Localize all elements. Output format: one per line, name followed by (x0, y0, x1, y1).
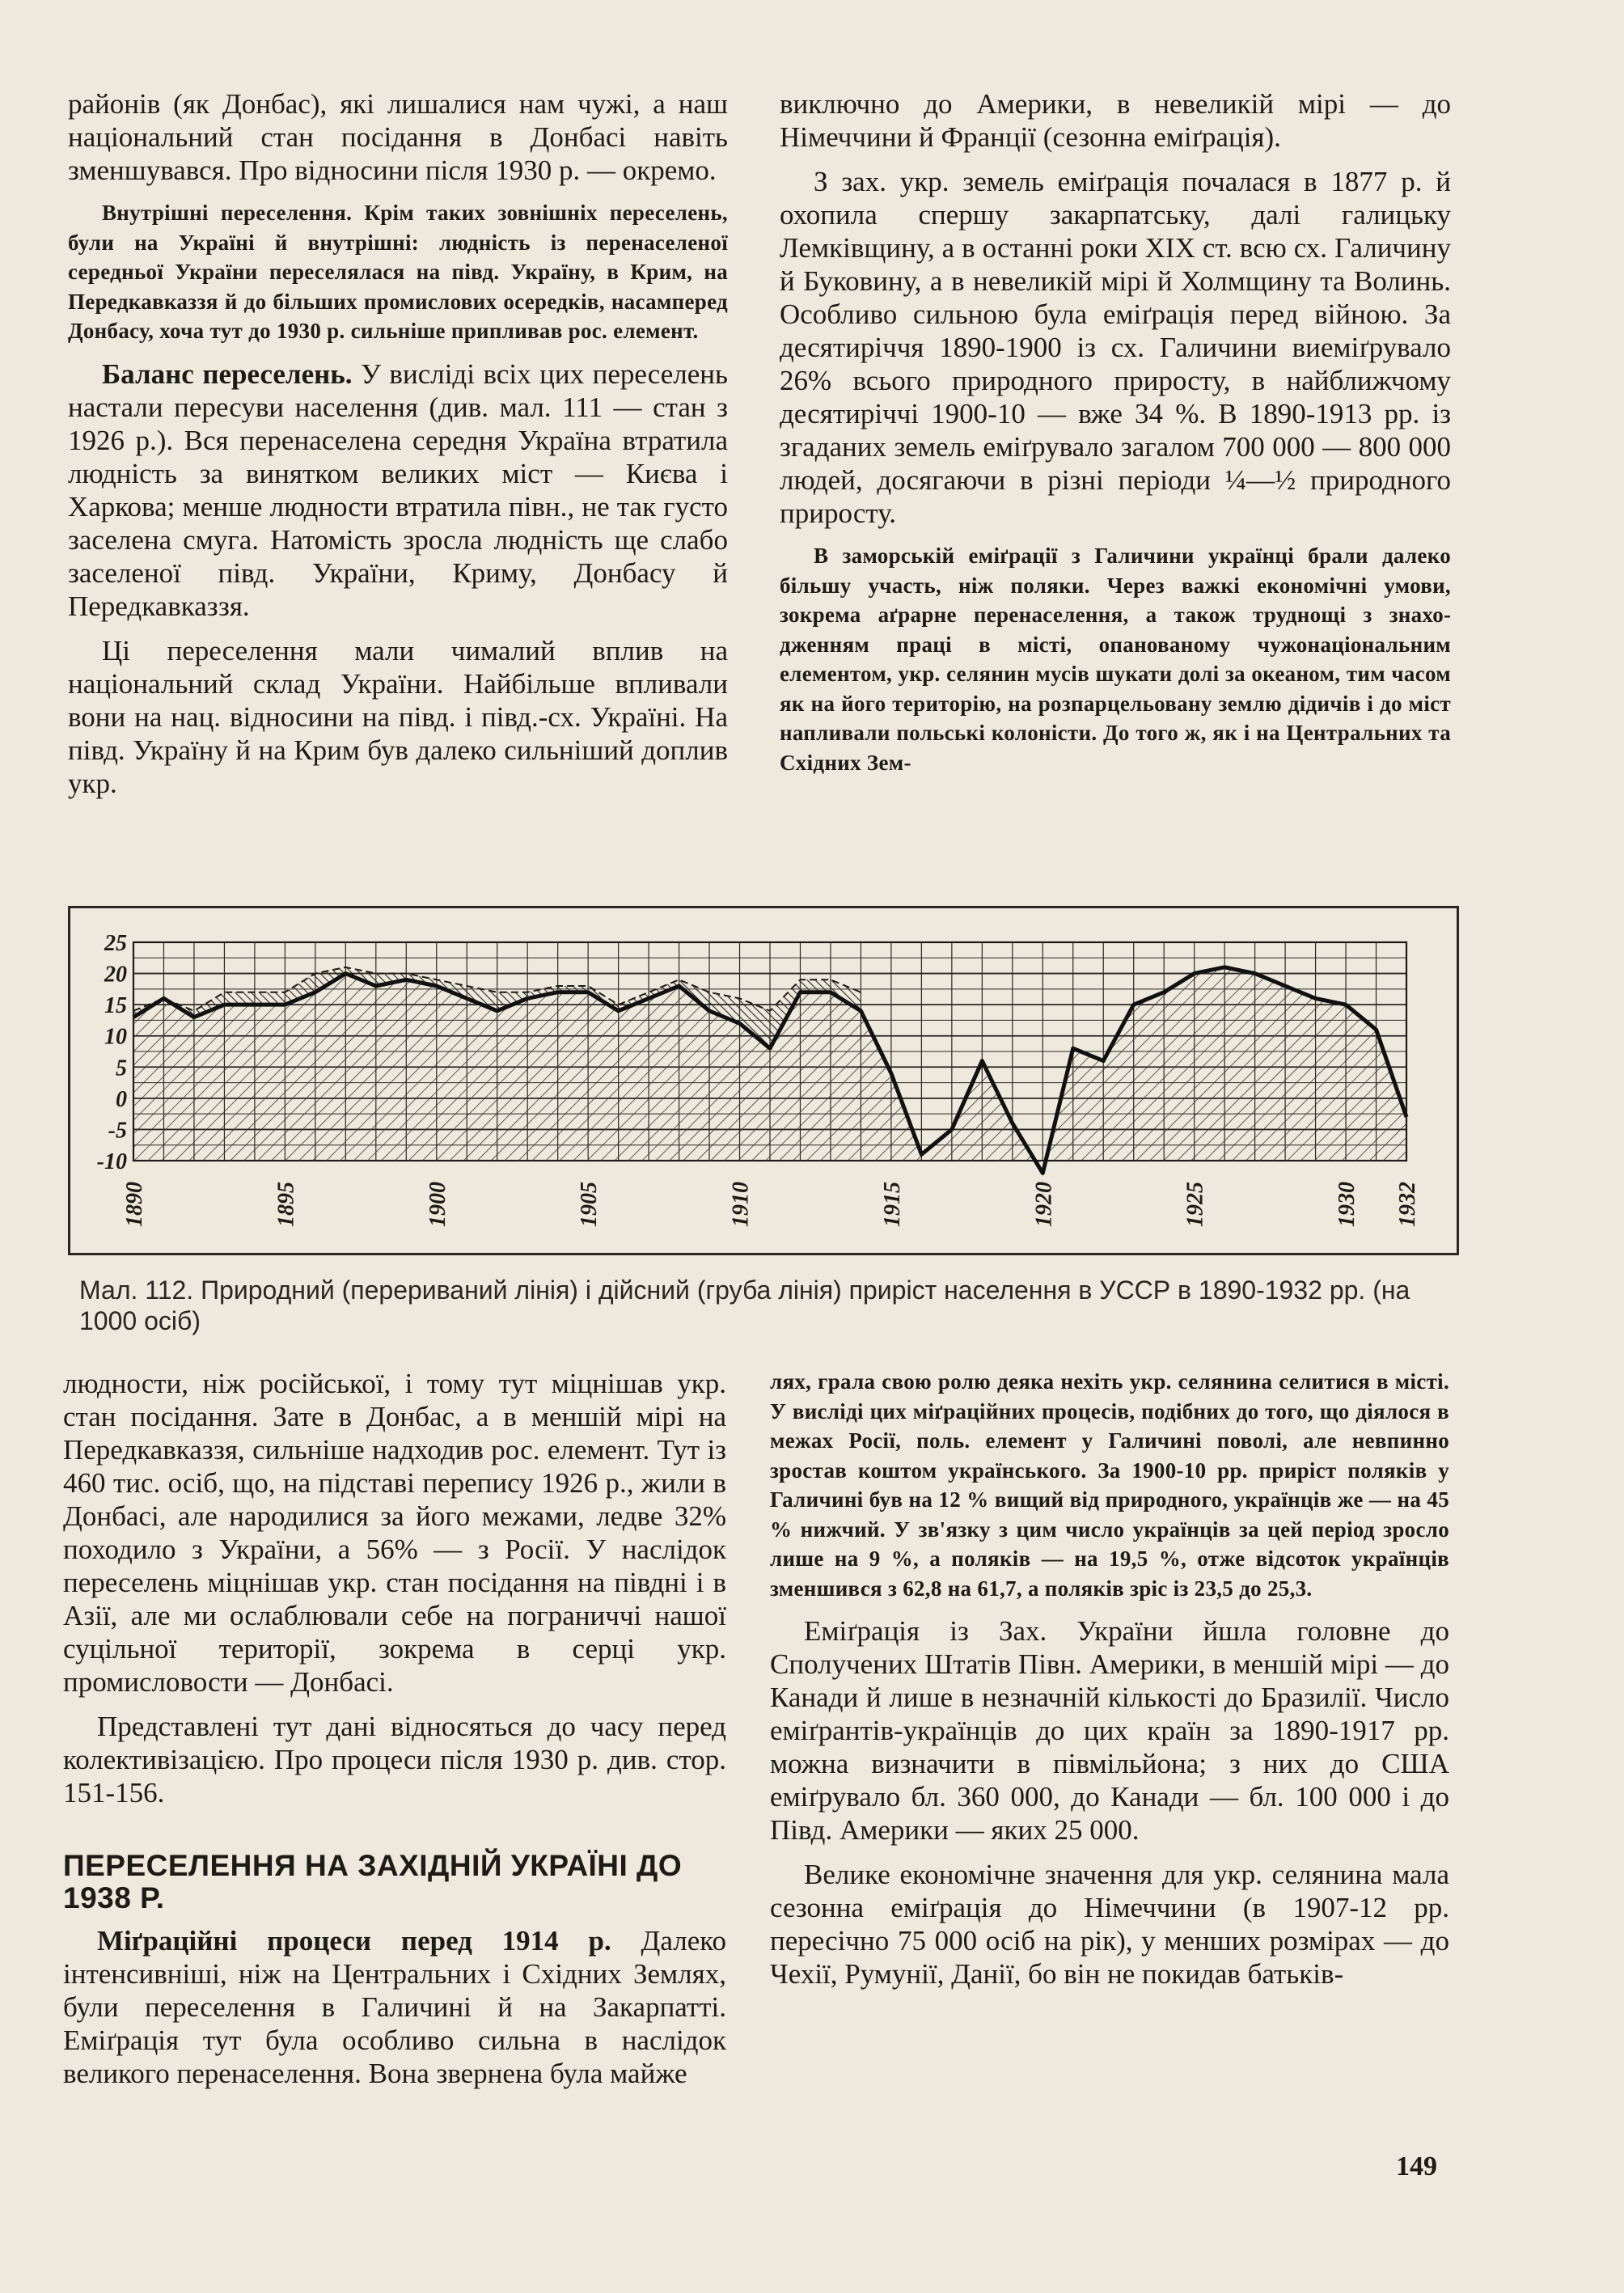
paragraph: районів (як Донбас), які лишалися нам чужі, а наш національний стан посідання в Донбасі навіть зменшувався. Про відносини після 1930 р. — окремо. (68, 88, 728, 186)
y-axis-ticks (97, 931, 127, 1174)
y-tick-label: -10 (96, 1149, 127, 1174)
figure-112 (68, 906, 1459, 1255)
paragraph-migration-balance (68, 357, 728, 623)
y-tick-label: 5 (116, 1056, 127, 1081)
paragraph: виключно до Америки, в невеликій мірі — до Німеччини й Франції (сезонна еміґрація). (780, 88, 1451, 153)
y-tick-label: 25 (104, 931, 127, 956)
paragraph: людности, ніж російської, і тому тут міцнішав укр. стан посідання. Зате в Донбас, а в меншій мірі на Передкавказзя, сильніше надходив рос. елемент. Тут із 460 тис. осіб, що, на підставі перепису 1926 р., жили в Донбасі, але народилися за його межами, ледве 32% походило з України, а 56% — з Росії. У наслідок переселень міцнішав укр. стан посідання на півдні і в Азії, але ми ослаблювали себе на пограниччі нашої суцільної території, зокрема в серці укр. промисловости — Донбасі. (63, 1368, 726, 1698)
x-tick-label: 1925 (1182, 1182, 1208, 1227)
population-growth-chart (70, 908, 1457, 1253)
x-tick-label: 1895 (273, 1182, 299, 1227)
x-tick-label: 1932 (1395, 1182, 1420, 1227)
y-tick-label: 10 (104, 1024, 127, 1050)
x-tick-label: 1920 (1031, 1182, 1057, 1227)
x-tick-label: 1900 (425, 1182, 450, 1227)
paragraph: Велике економічне значення для укр. селянина мала сезонна еміґрація до Німеччини (в 1907-12 рр. пересічно 75 000 осіб на рік), у менших розмірах — до Чехії, Румунії, Данії, бо він не покидав батьків- (770, 1859, 1449, 1990)
run-in-heading: Внутрішні переселення. (102, 201, 353, 225)
paragraph-text: У висліді всіх цих переселень настали пересуви населення (див. мал. 111 — стан з 1926 р.). Вся перенаселена середня Україна втратила людність за винятком великих міст — Києва і Харкова; менше людности втратила півн., не так густо заселена смуга. Натомість зросла людність ще слабо заселеної півд. України, Криму, Донбасу й Передкавказзя. (68, 357, 728, 622)
run-in-heading: Баланс переселень. (102, 357, 353, 390)
figure-caption: Мал. 112. Природний (перериваний лінія) і дійсний (груба лінія) приріст населення в УССР в 1890-1932 рр. (на 1000 осіб) (79, 1276, 1410, 1335)
paragraph: Представлені тут дані відносяться до часу перед колективізацією. Про процеси після 1930 р. див. стор. 151-156. (63, 1711, 726, 1809)
y-tick-label: 15 (104, 993, 127, 1019)
run-in-heading: Міґраційні процеси перед 1914 р. (97, 1925, 611, 1957)
column-bottom-right (770, 1367, 1449, 2002)
x-axis-ticks (122, 1182, 1420, 1227)
paragraph: Еміґрація із Зах. України йшла головне до Сполучених Штатів Півн. Америки, в меншій мірі — до Канади й лише в незначній кількості до Бразилії. Число еміґрантів-українців до цих країн за 1890-1917 рр. можна визначити в півмільйона; з них до США еміґрувало бл. 360 000, до Канади — бл. 100 000 і до Півд. Америки — яких 25 000. (770, 1615, 1449, 1846)
x-tick-label: 1890 (122, 1182, 147, 1227)
paragraph: В заморській еміґрації з Галичини українці брали далеко більшу участь, ніж поляки. Через важкі економічні умови, зокрема аґрарне перенаселення, а також труднощі з знаходженням праці в місті, опанованому чужонаціональним елементом, укр. селянин мусів шукати долі за океаном, тим часом як на його територію, на розпарцельовану землю дідичів і до міст напливали польські колоністи. До того ж, як і на Центральних та Східних Зем- (780, 544, 1451, 775)
x-tick-label: 1910 (728, 1182, 754, 1227)
paragraph: З зах. укр. земель еміґрація почалася в 1877 р. й охопила спершу закарпатську, далі галицьку Лемківщину, а в останні роки XIX ст. всю сх. Галичину й Буковину, а в невеликій мірі й Холмщину та Волинь. Особливо сильною була еміґрація перед війною. За десятиріччя 1890-1900 із сх. Галичини виеміґрувало 26% всього природного приросту, в найближчому десятиріччі 1900-10 — вже 34 %. В 1890-1913 рр. із згаданих земель еміґрувало загалом 700 000 — 800 000 людей, досягаючи в різні періоди ¼—½ природного приросту. (780, 166, 1451, 529)
column-top-right (780, 87, 1451, 789)
column-bottom-left (63, 1367, 726, 2101)
x-tick-label: 1930 (1334, 1182, 1360, 1227)
paragraph-migration-before-1914 (63, 1924, 726, 2090)
column-top-left (68, 87, 728, 811)
section-heading: ПЕРЕСЕЛЕННЯ НА ЗАХІДНІЙ УКРАЇНІ ДО 1938 Р. (63, 1849, 683, 1914)
x-tick-label: 1905 (577, 1182, 603, 1227)
y-tick-label: 0 (116, 1086, 127, 1112)
paragraph: лях, грала свою ролю деяка нехіть укр. селянина селитися в місті. У висліді цих міґраційних процесів, подібних до того, що діялося в межах Росії, поль. елемент у Галичині поволі, але невпинно зростав коштом українського. За 1900-10 рр. приріст поляків у Галичині був на 12 % вищий від природного, українців же — на 45 % нижчий. У зв'язку з цим число українців за цей період зросло лише на 9 %, а поляків — на 19,5 %, отже відсоток українців зменшився з 62,8 на 61,7, а поляків зріс із 23,5 до 25,3. (770, 1369, 1449, 1601)
paragraph-internal-migration (68, 198, 728, 346)
page-number: 149 (1396, 2151, 1437, 2181)
paragraph-text: Далеко інтенсивніші, ніж на Центральних і Східних Землях, були переселення в Галичині й на Закарпатті. Еміґрація тут була особливо сильна в наслідок великого перенаселення. Вона звернена була майже (63, 1925, 726, 2089)
y-tick-label: -5 (108, 1118, 127, 1144)
paragraph: Ці переселення мали чималий вплив на національний склад України. Найбільше впливали вони на нац. відносини на півд. і півд.-сх. Україні. На півд. Україну й на Крим був далеко сильніший доплив укр. (68, 634, 728, 799)
y-tick-label: 20 (104, 962, 127, 988)
paragraph-text: Крім таких зовнішніх переселень, були на Україні й внутрішні: людність із перенаселеної середньої України переселялася на півд. Україну, в Крим, на Передкавказзя й до більших промислових осередків, насамперед Донбасу, хоча тут до 1930 р. сильніше припливав рос. елемент. (68, 201, 728, 343)
x-tick-label: 1915 (879, 1182, 905, 1227)
